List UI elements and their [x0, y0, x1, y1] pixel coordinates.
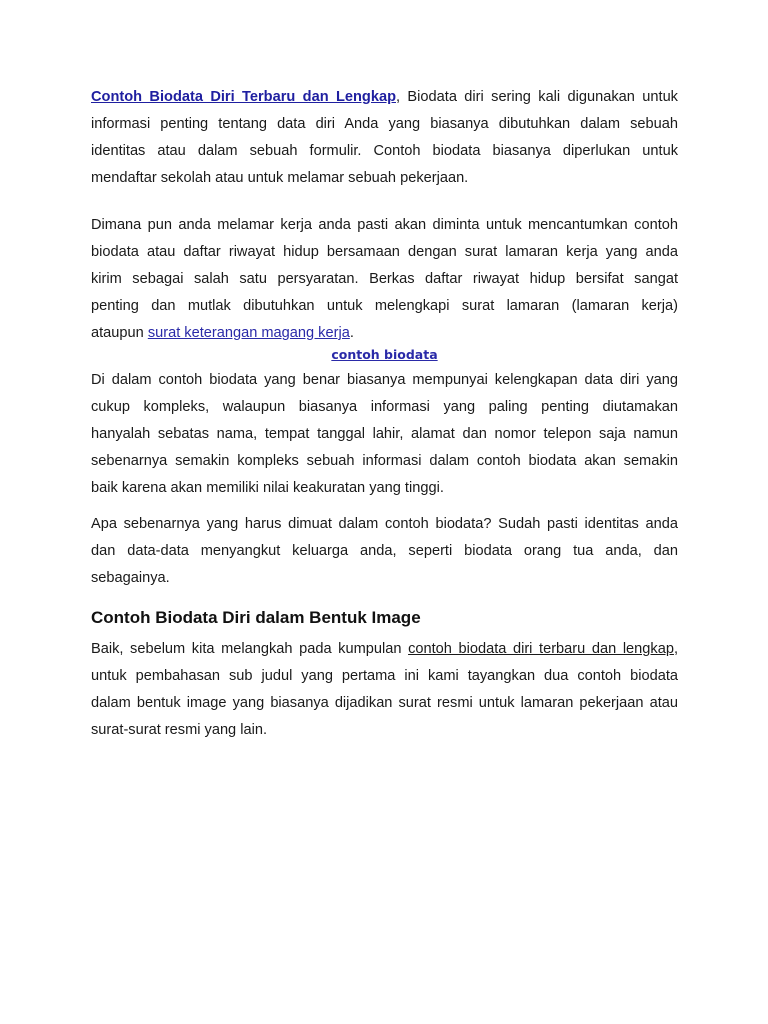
- text-segment: .: [349, 325, 354, 341]
- text-segment: ataupun: [91, 325, 148, 341]
- text-line: [91, 421, 678, 448]
- text-segment: cukup kompleks, walaupun biasanya informasi yang paling penting diutamakan: [91, 399, 678, 415]
- text-line: [91, 239, 678, 266]
- contoh-biodata-link[interactable]: contoh biodata: [331, 347, 438, 362]
- text-segment: baik karena akan memiliki nilai keakuratan yang tinggi.: [91, 480, 444, 496]
- text-segment: ,: [673, 641, 678, 657]
- inline-link[interactable]: surat keterangan magang kerja: [147, 325, 350, 341]
- text-line: [91, 266, 678, 293]
- section-heading: Contoh Biodata Diri dalam Bentuk Image: [91, 608, 421, 627]
- text-line: [91, 717, 678, 744]
- text-segment: dan data-data menyangkut keluarga anda, seperti biodata orang tua anda, dan: [91, 543, 678, 559]
- text-line: [91, 367, 678, 394]
- text-line: [91, 448, 678, 475]
- paragraph-baik: [91, 636, 678, 744]
- inline-link[interactable]: contoh biodata diri terbaru dan lengkap: [408, 641, 674, 657]
- text-segment: Apa sebenarnya yang harus dimuat dalam contoh biodata? Sudah pasti identitas anda: [91, 516, 678, 532]
- text-segment: , Biodata diri sering kali digunakan untuk: [396, 89, 678, 105]
- text-segment: Dimana pun anda melamar kerja anda pasti akan diminta untuk mencantumkan contoh: [91, 217, 678, 233]
- text-line: [91, 293, 678, 320]
- text-segment: penting dan mutlak dibutuhkan untuk melengkapi surat lamaran (lamaran kerja): [91, 298, 678, 314]
- text-segment: identitas atau dalam sebuah formulir. Contoh biodata biasanya diperlukan untuk: [91, 143, 678, 159]
- text-segment: untuk pembahasan sub judul yang pertama ini kami tayangkan dua contoh biodata: [91, 668, 678, 684]
- text-segment: Di dalam contoh biodata yang benar biasanya mempunyai kelengkapan data diri yang: [91, 372, 678, 388]
- text-line: [91, 538, 678, 565]
- text-line: [91, 475, 678, 502]
- text-line: [91, 663, 678, 690]
- text-segment: surat-surat resmi yang lain.: [91, 722, 268, 738]
- text-line: [91, 165, 678, 192]
- text-line: [91, 84, 678, 111]
- text-line: [91, 138, 678, 165]
- paragraph-apa: [91, 511, 678, 592]
- text-line: [91, 690, 678, 717]
- text-segment: informasi penting tentang data diri Anda yang biasanya dibutuhkan dalam sebuah: [91, 116, 678, 132]
- text-line: [91, 212, 678, 239]
- text-segment: sebenarnya semakin kompleks sebuah informasi dalam contoh biodata akan semakin: [91, 453, 678, 469]
- paragraph-intro: [91, 84, 678, 192]
- image-caption: [91, 347, 678, 362]
- text-segment: mendaftar sekolah atau untuk melamar sebuah pekerjaan.: [91, 170, 469, 186]
- text-segment: sebagainya.: [91, 570, 170, 586]
- text-line: [91, 394, 678, 421]
- text-segment: biodata atau daftar riwayat hidup bersamaan dengan surat lamaran kerja yang anda: [91, 244, 678, 260]
- paragraph-kelengkapan: [91, 367, 678, 502]
- text-segment: hanyalah sebatas nama, tempat tanggal lahir, alamat dan nomor telepon saja namun: [91, 426, 678, 442]
- inline-link[interactable]: Contoh Biodata Diri Terbaru dan Lengkap: [91, 89, 396, 105]
- text-segment: kirim sebagai salah satu persyaratan. Berkas daftar riwayat hidup bersifat sangat: [91, 271, 678, 287]
- text-line: [91, 565, 678, 592]
- text-line: [91, 511, 678, 538]
- text-line: [91, 636, 678, 663]
- text-segment: Baik, sebelum kita melangkah pada kumpulan: [91, 641, 409, 657]
- paragraph-melamar: [91, 212, 678, 347]
- text-line: [91, 111, 678, 138]
- text-line: [91, 320, 678, 347]
- text-segment: dalam bentuk image yang biasanya dijadikan surat resmi untuk lamaran pekerjaan atau: [91, 695, 678, 711]
